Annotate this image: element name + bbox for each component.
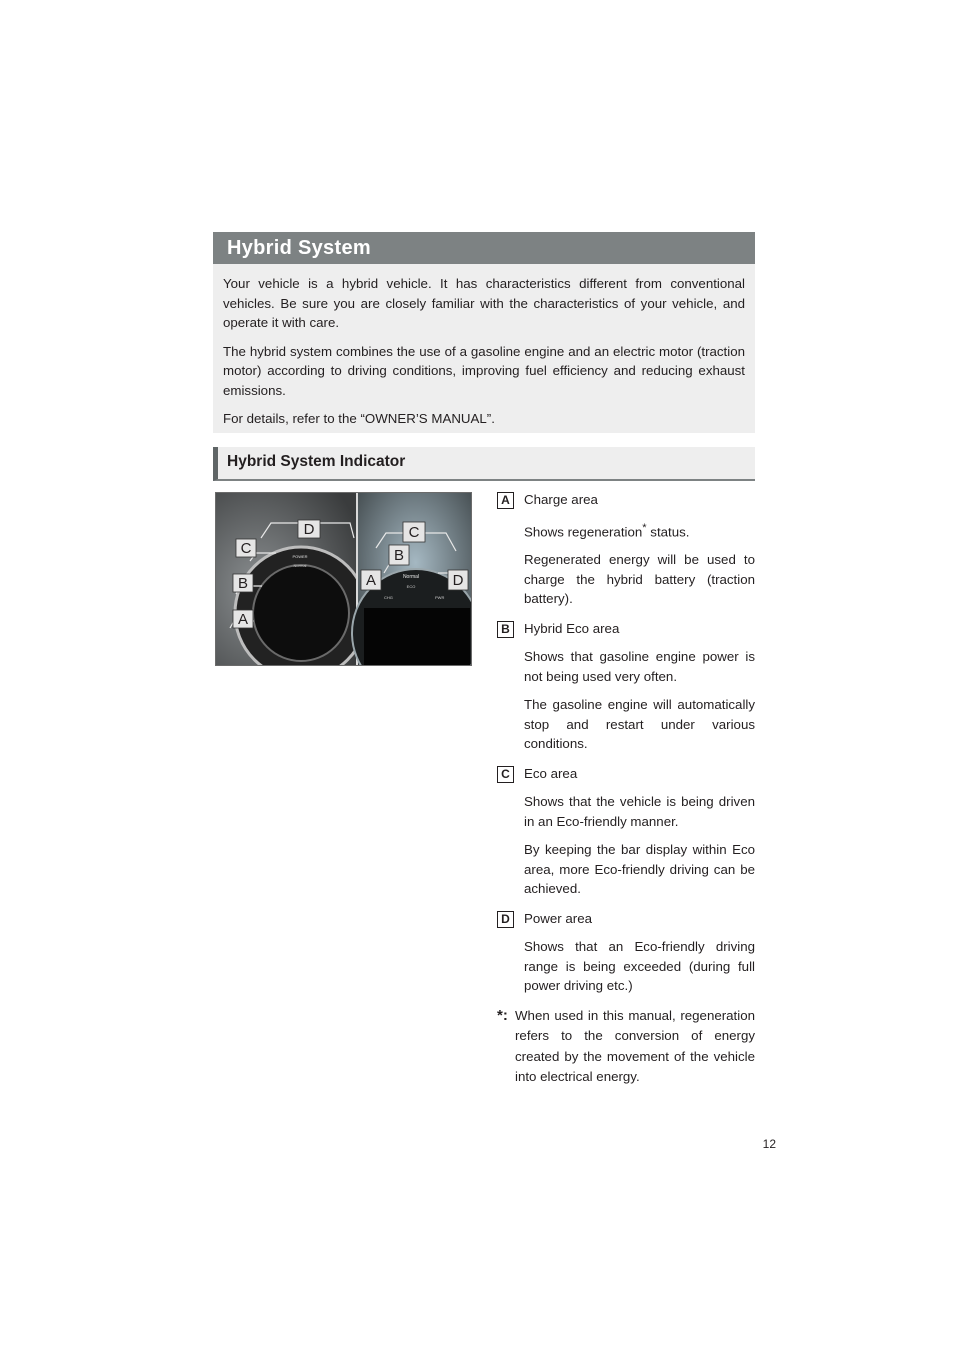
list-item	[497, 764, 755, 899]
right-label-c: C	[408, 524, 420, 541]
item-title: Eco area	[524, 765, 578, 781]
indicator-area-list	[497, 490, 755, 1087]
item-badge: A	[497, 492, 514, 509]
item-badge: D	[497, 911, 514, 928]
section-title: Hybrid System Indicator	[213, 447, 755, 481]
item-badge: C	[497, 766, 514, 783]
right-label-b: B	[393, 547, 405, 564]
hybrid-indicator-illustration	[216, 493, 472, 666]
item-title: Charge area	[524, 492, 598, 507]
intro-paragraph: The hybrid system combines the use of a gasoline engine and an electric motor (traction motor) according to driving conditions, improving fuel efficiency and reducing exhaust emissions.	[223, 343, 745, 398]
item-description: By keeping the bar display within Eco area, more Eco-friendly driving can be achieved.	[524, 842, 755, 897]
item-description: Shows regeneration* status.	[524, 521, 690, 539]
left-label-b: B	[237, 575, 249, 592]
footnote-mark: *:	[497, 1006, 508, 1024]
right-label-d: D	[452, 572, 464, 589]
list-item	[497, 909, 755, 996]
right-gauge-chg-text: CHG	[384, 595, 393, 600]
list-item	[497, 619, 755, 754]
left-label-d: D	[303, 521, 315, 538]
page-number: 12	[762, 1137, 776, 1151]
item-title: Power area	[524, 910, 592, 926]
intro-box	[213, 264, 755, 433]
footnote-star: *	[642, 521, 647, 534]
item-description: Shows that the vehicle is being driven in an Eco-friendly manner.	[524, 794, 755, 829]
item-badge: B	[497, 621, 514, 638]
left-gauge-center	[253, 565, 349, 661]
item-description: Shows that gasoline engine power is not being used very often.	[524, 649, 755, 684]
item-description: The gasoline engine will automatically stop and restart under various conditions.	[524, 697, 755, 752]
page-title: Hybrid System	[213, 232, 755, 264]
hybrid-indicator-figure	[215, 492, 472, 666]
left-gauge-power-text: POWER	[292, 554, 308, 559]
footnote	[497, 1006, 755, 1087]
right-gauge-eco-text: ECO	[406, 584, 416, 589]
right-gauge-display	[364, 608, 470, 666]
left-label-c: C	[240, 540, 252, 557]
item-description: Shows that an Eco-friendly driving range is being exceeded (during full power driving etc.)	[524, 939, 755, 994]
left-label-a: A	[237, 611, 249, 628]
list-item	[497, 490, 755, 609]
footnote-text: When used in this manual, regeneration refers to the conversion of energy created by the movement of the vehicle into electrical energy.	[515, 1007, 755, 1084]
item-title: Hybrid Eco area	[524, 620, 620, 636]
intro-paragraph: For details, refer to the “OWNER’S MANUAL”.	[223, 411, 495, 426]
right-label-a: A	[365, 572, 377, 589]
right-gauge-pwr-text: PWR	[435, 595, 445, 600]
item-description: Regenerated energy will be used to charge the hybrid battery (traction battery).	[524, 552, 755, 607]
left-gauge-normal-text: Normal	[293, 563, 307, 568]
intro-paragraph: Your vehicle is a hybrid vehicle. It has characteristics different from conventional vehicles. Be sure you are closely familiar with the characteristics of your vehicle, and operate it with care.	[223, 276, 745, 330]
right-gauge-normal-text: Normal	[402, 574, 420, 580]
